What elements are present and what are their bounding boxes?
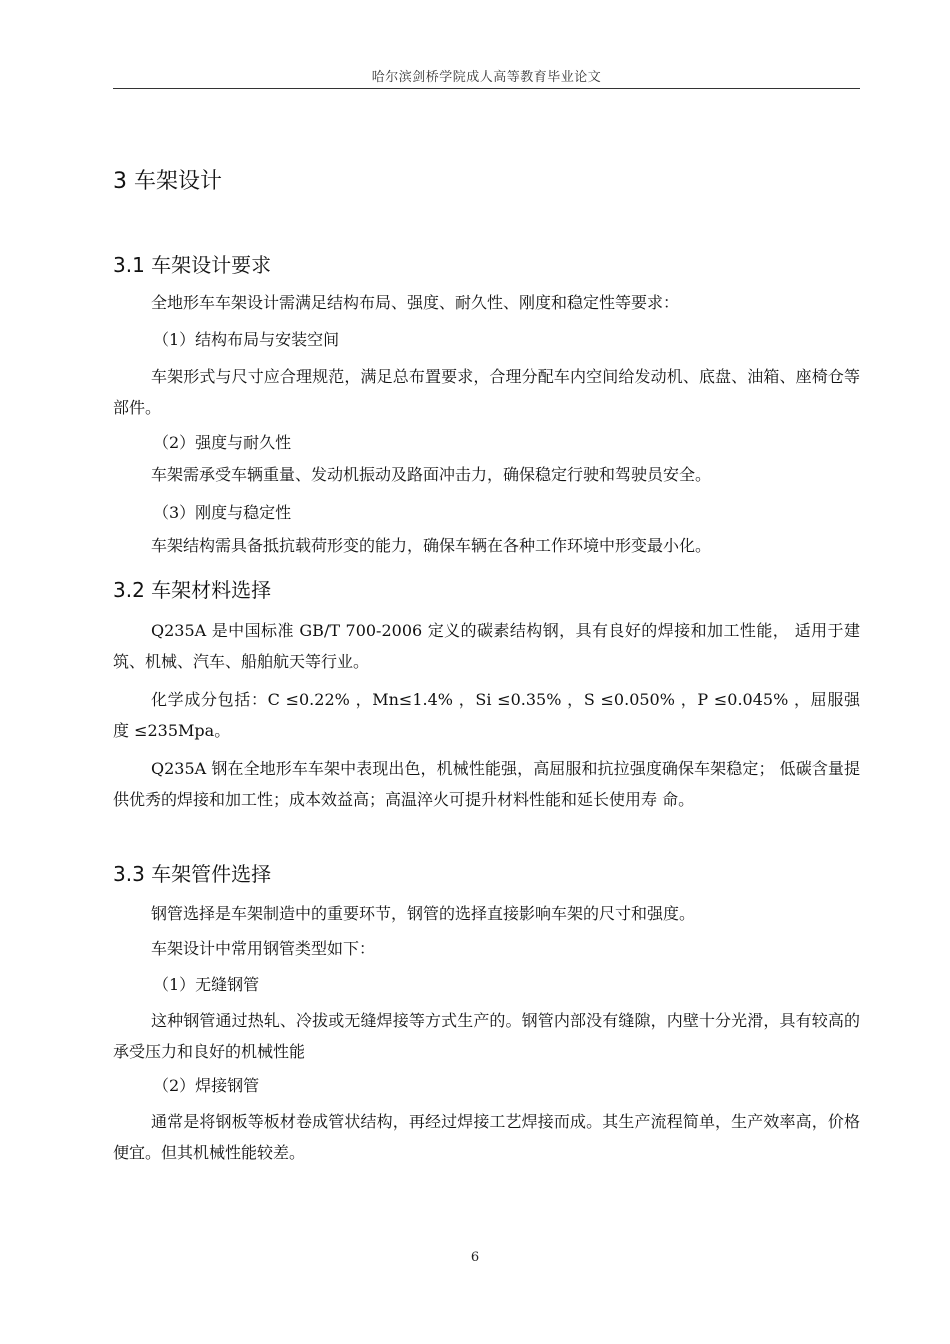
subheading: （2）强度与耐久性 [153, 433, 292, 452]
paragraph: 化学成分包括：C ≤0.22% ，Mn≤1.4% ，Si ≤0.35% ，S ≤0.050% ，P ≤0.045% ，屈服强度 ≤235Mpa。 [113, 690, 860, 740]
paragraph: Q235A 钢在全地形车车架中表现出色，机械性能强，高屈服和抗拉强度确保车架稳定； 低碳含量提供优秀的焊接和加工性；成本效益高；高温淬火可提升材料性能和延长使用寿 命。 [113, 759, 860, 809]
paragraph: 车架设计中常用钢管类型如下： [151, 939, 376, 958]
header-title: 哈尔滨剑桥学院成人高等教育毕业论文 [371, 70, 602, 85]
paragraph: 这种钢管通过热轧、冷拔或无缝焊接等方式生产的。钢管内部没有缝隙，内壁十分光滑，具有较高的承受压力和良好的机械性能 [113, 1011, 860, 1061]
subheading: （3）刚度与稳定性 [153, 503, 292, 522]
subheading: （1）结构布局与安装空间 [153, 330, 340, 349]
page-number: 6 [470, 1250, 480, 1265]
chapter-title: 3 车架设计 [113, 169, 222, 194]
paragraph: 通常是将钢板等板材卷成管状结构，再经过焊接工艺焊接而成。其生产流程简单，生产效率高，价格便宜。但其机械性能较差。 [113, 1112, 860, 1162]
paragraph: 车架形式与尺寸应合理规范，满足总布置要求，合理分配车内空间给发动机、底盘、油箱、座椅仓等部件。 [113, 367, 860, 417]
paragraph: 钢管选择是车架制造中的重要环节，钢管的选择直接影响车架的尺寸和强度。 [151, 904, 696, 923]
subheading: （1）无缝钢管 [153, 975, 260, 994]
paragraph: 车架结构需具备抵抗载荷形变的能力，确保车辆在各种工作环境中形变最小化。 [151, 536, 712, 555]
subheading: （2）焊接钢管 [153, 1076, 260, 1095]
section-title-3-2: 3.2 车架材料选择 [113, 578, 272, 602]
paragraph: 全地形车车架设计需满足结构布局、强度、耐久性、刚度和稳定性等要求： [151, 293, 680, 312]
header-rule [113, 88, 860, 89]
paragraph: 车架需承受车辆重量、发动机振动及路面冲击力，确保稳定行驶和驾驶员安全。 [151, 465, 712, 484]
section-title-3-3: 3.3 车架管件选择 [113, 862, 272, 886]
section-title-3-1: 3.1 车架设计要求 [113, 253, 272, 277]
paragraph: Q235A 是中国标准 GB/T 700-2006 定义的碳素结构钢，具有良好的焊接和加工性能， 适用于建筑、机械、汽车、船舶航天等行业。 [113, 621, 860, 671]
